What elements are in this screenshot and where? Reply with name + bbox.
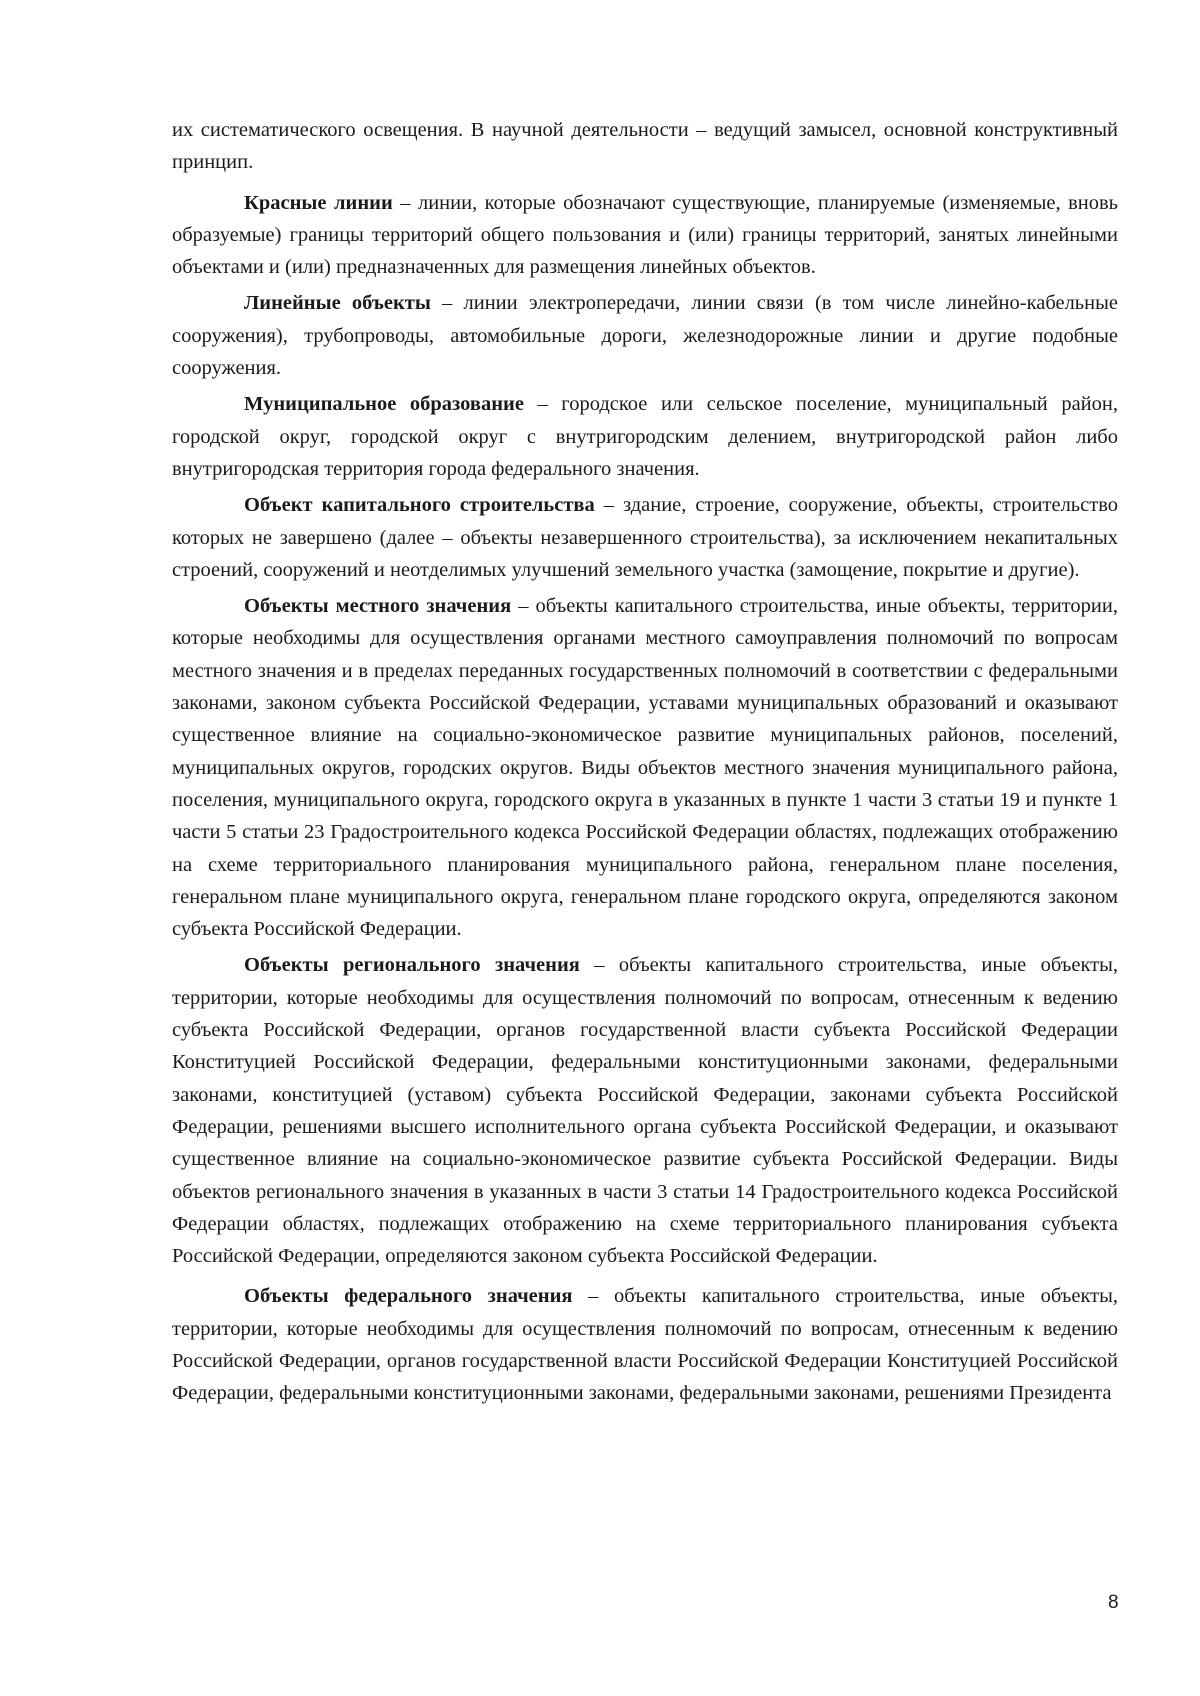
definition-text: – объекты капитального строительства, иные объекты, территории, которые необходимы для осуществления полномочий по вопросам, отнесенным к ведению Российской Федерации, органов государственной власти Российской Федерации Конституцией Российской Федерации, федеральными конституционными законами, федеральными законами, решениями Президента	[172, 1285, 1118, 1405]
definition-term: Объекты регионального значения	[244, 954, 580, 977]
definition-term: Объекты местного значения	[244, 595, 512, 618]
definition-paragraph	[172, 949, 1118, 1272]
definition-text: – городское или сельское поселение, муниципальный район, городской округ, городской округ с внутригородским делением, внутригородской район либо внутригородская территория города федерального значения.	[172, 393, 1118, 480]
definition-text: – объекты капитального строительства, иные объекты, территории, которые необходимы для осуществления полномочий по вопросам, отнесенным к ведению субъекта Российской Федерации, органов государственной власти субъекта Российской Федерации Конституцией Российской Федерации, федеральными конституционными законами, федеральными законами, конституцией (уставом) субъекта Российской Федерации, законами субъекта Российской Федерации, решениями высшего исполнительного органа субъекта Российской Федерации, и оказывают существенное влияние на социально-экономическое развитие субъекта Российской Федерации. Виды объектов регионального значения в указанных в части 3 статьи 14 Градостроительного кодекса Российской Федерации областях, подлежащих отображению на схеме территориального планирования субъекта Российской Федерации, определяются законом субъекта Российской Федерации.	[172, 954, 1119, 1268]
definition-paragraph	[172, 287, 1118, 384]
definition-term: Объекты федерального значения	[244, 1285, 573, 1308]
document-body	[172, 114, 1118, 1410]
continuation-paragraph: их систематического освещения. В научной деятельности – ведущий замысел, основной конструктивный принцип.	[172, 119, 1118, 174]
page-number: 8	[1108, 1592, 1119, 1613]
definition-paragraph	[172, 590, 1118, 945]
definition-text: – линии электропередачи, линии связи (в том числе линейно-кабельные сооружения), трубопроводы, автомобильные дороги, железнодорожные линии и другие подобные сооружения.	[172, 292, 1118, 380]
definition-text: – линии, которые обозначают существующие, планируемые (изменяемые, вновь образуемые) границы территорий общего пользования и (или) границы территорий, занятых линейными объектами и (или) предназначенных для размещения линейных объектов.	[172, 191, 1118, 279]
definition-term: Объект капитального строительства	[244, 494, 595, 517]
definition-paragraph	[172, 489, 1118, 586]
definition-text: – здание, строение, сооружение, объекты, строительство которых не завершено (далее – объекты незавершенного строительства), за исключением некапитальных строений, сооружений и неотделимых улучшений земельного участка (замощение, покрытие и другие).	[172, 494, 1119, 581]
definition-paragraph	[172, 1280, 1118, 1409]
definition-term: Красные линии	[244, 191, 393, 214]
definition-term: Линейные объекты	[244, 292, 431, 315]
definition-term: Муниципальное образование	[244, 393, 524, 416]
definition-paragraph	[172, 388, 1118, 485]
definition-paragraph	[172, 187, 1118, 284]
definition-text: – объекты капитального строительства, иные объекты, территории, которые необходимы для осуществления органами местного самоуправления полномочий по вопросам местного значения и в пределах переданных государственных полномочий в соответствии с федеральными законами, законом субъекта Российской Федерации, уставами муниципальных образований и оказывают существенное влияние на социально-экономическое развитие муниципальных районов, поселений, муниципальных округов, городских округов. Виды объектов местного значения муниципального района, поселения, муниципального округа, городского округа в указанных в пункте 1 части 3 статьи 19 и пункте 1 части 5 статьи 23 Градостроительного кодекса Российской Федерации областях, подлежащих отображению на схеме территориального планирования муниципального района, генеральном плане поселения, генеральном плане муниципального округа, генеральном плане городского округа, определяются законом субъекта Российской Федерации.	[172, 595, 1119, 941]
